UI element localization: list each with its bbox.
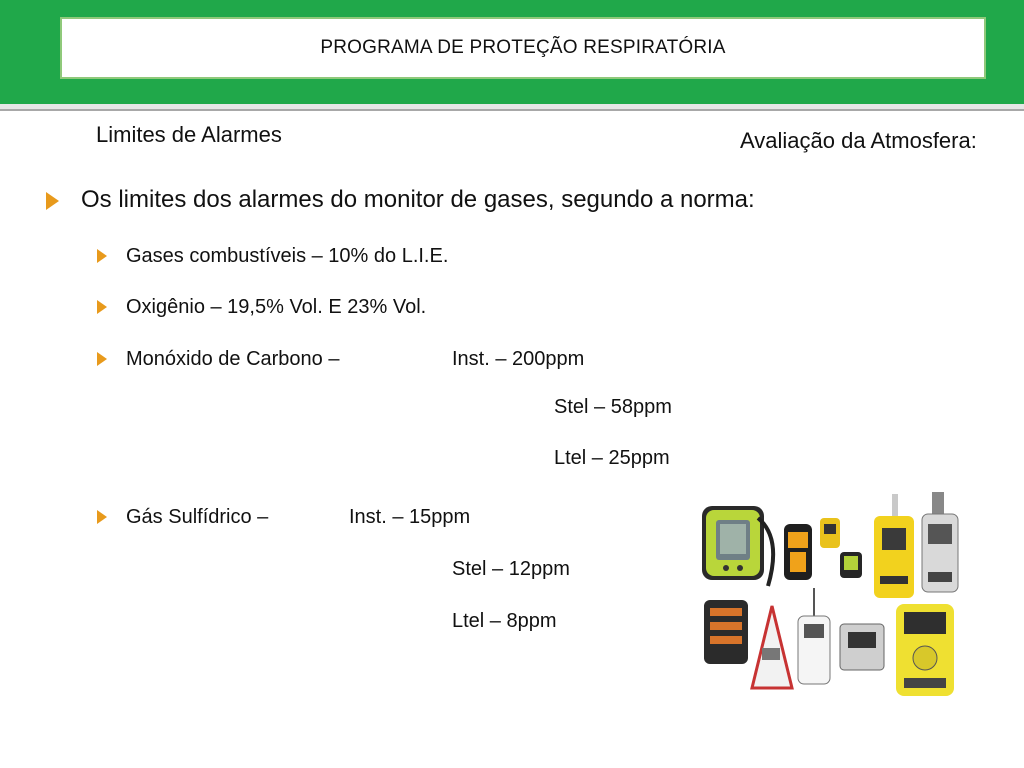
- sound-level-meter: [752, 606, 792, 688]
- title-box: [60, 17, 986, 79]
- white-probe-monitor: [798, 588, 830, 684]
- bullet-arrow-icon: [97, 352, 107, 366]
- bullet-arrow-icon: [97, 249, 107, 263]
- main-bullet-text: Os limites dos alarmes do monitor de gases, segundo a norma:: [81, 186, 755, 213]
- item-h2s-ltel: Ltel – 8ppm: [452, 610, 557, 632]
- section-heading-right: Avaliação da Atmosfera:: [740, 128, 977, 153]
- item-co-ltel: Ltel – 25ppm: [554, 447, 670, 469]
- item-co-stel: Stel – 58ppm: [554, 396, 672, 418]
- item-oxigenio: Oxigênio – 19,5% Vol. E 23% Vol.: [126, 296, 427, 318]
- bullet-arrow-icon: [97, 300, 107, 314]
- dark-multigas-monitor: [704, 600, 748, 664]
- orange-personal-monitor: [784, 524, 812, 580]
- gray-box-monitor: [840, 624, 884, 670]
- item-co-inst: Inst. – 200ppm: [452, 348, 585, 370]
- gray-pump-monitor: [922, 492, 958, 592]
- bullet-arrow-icon: [97, 510, 107, 524]
- green-monitor-device: [702, 506, 773, 586]
- item-combustiveis: Gases combustíveis – 10% do L.I.E.: [126, 245, 449, 267]
- yellow-multigas-monitor: [896, 604, 954, 696]
- page-title: PROGRAMA DE PROTEÇÃO RESPIRATÓRIA: [320, 37, 726, 58]
- item-h2s-label: Gás Sulfídrico –: [126, 506, 269, 528]
- item-h2s-stel: Stel – 12ppm: [452, 558, 570, 580]
- header-divider-shadow: [0, 109, 1024, 111]
- item-h2s-inst: Inst. – 15ppm: [349, 506, 471, 528]
- section-subtitle: Limites de Alarmes: [96, 122, 282, 147]
- gas-monitor-devices-photo: [692, 488, 976, 704]
- bullet-arrow-icon: [46, 192, 59, 210]
- yellow-pump-monitor: [874, 494, 914, 598]
- item-co-label: Monóxido de Carbono –: [126, 348, 340, 370]
